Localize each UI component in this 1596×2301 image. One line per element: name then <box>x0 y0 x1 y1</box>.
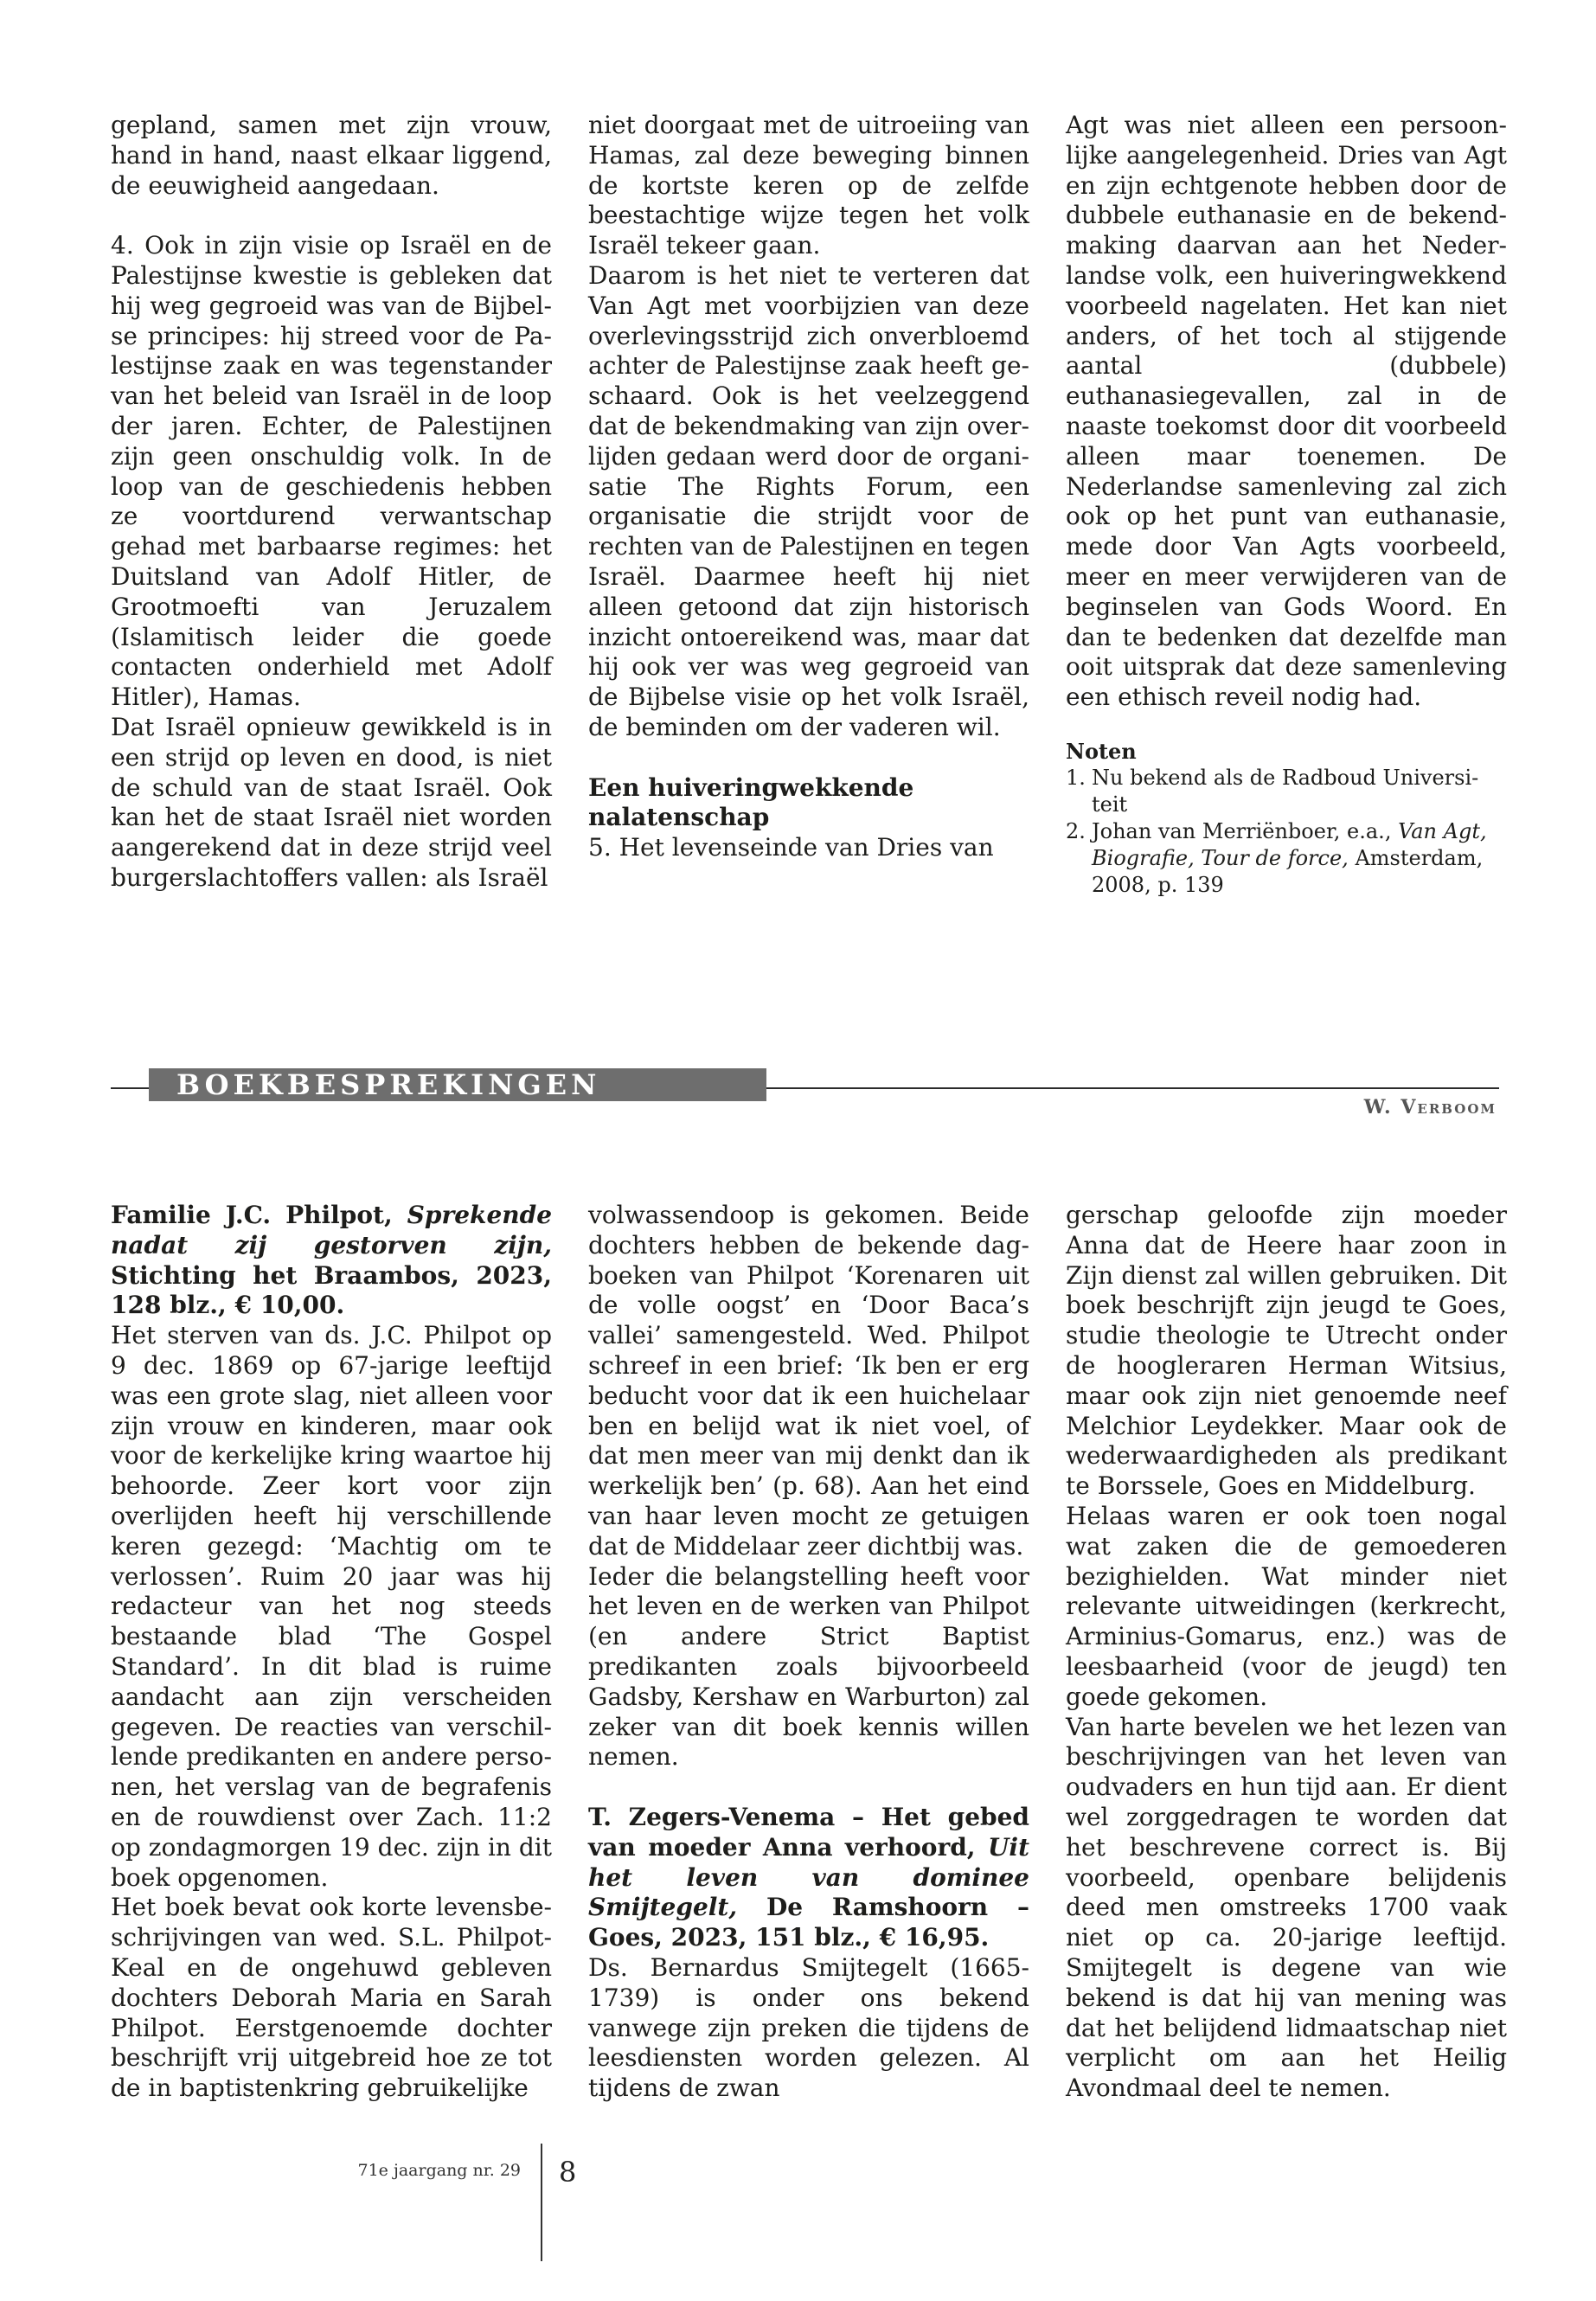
issue-info: 71e jaargang nr. 29 <box>357 2161 521 2180</box>
paragraph: Dat Israël opnieuw gewikkeld is in een strijd op leven en dood, is niet de schuld van de staat Israël. Ook kan het de staat Israël niet worden aangerekend dat in deze strijd veel burgerslachtoffers vallen: als Israël <box>111 712 552 892</box>
paragraph: 4. Ook in zijn visie op Israël en de Palestijnse kwestie is gebleken dat hij weg gegroeid was van de Bijbelse principes: hij streed voor de Palestijnse zaak en was tegenstander van het beleid van Israël in de loop der jaren. Echter, de Palestijnen zijn geen onschuldig volk. In de loop van de geschiedenis hebben ze voortdurend verwantschap gehad met barbaarse regimes: het Duitsland van Adolf Hitler, de Grootmoefti van Jeruzalem (Islamitisch leider die goede contacten onderhield met Adolf Hitler), Hamas. <box>111 231 552 712</box>
review-book-title: Sprekende nadat zij gestorven zijn, <box>111 1201 553 1259</box>
paragraph: gepland, samen met zijn vrouw, hand in hand, naast elkaar liggend, de eeuwigheid aangedaan. <box>111 111 552 200</box>
paragraph: Agt was niet alleen een persoonlijke aangelegenheid. Dries van Agt en zijn echtgenote hebben door de dubbele euthanasie en de bekendmaking daarvan aan het Nederlandse volk, een huiveringwekkend voorbeeld nagelaten. Het kan niet anders, of het toch al stijgende aantal (dubbele) euthanasiegevallen, zal in de naaste toekomst door dit voorbeeld alleen maar toenemen. De Nederlandse samenleving zal zich ook op het punt van euthanasie, mede door Van Agts voorbeeld, meer en meer verwijderen van de beginselen van Gods Woord. En dan te bedenken dat dezelfde man ooit uitsprak dat deze samenleving een ethisch reveil nodig had. <box>1066 111 1507 712</box>
review-publisher: De Ramshoorn – Goes, 2023, 151 blz., € 16,95. <box>588 1893 1030 1952</box>
paragraph: Daarom is het niet te verteren dat Van Agt met voorbijzien van deze overlevingsstrijd zich onverbloemd achter de Palestijnse zaak heeft geschaard. Ook is het veelzeggend dat de bekendmaking van zijn overlijden gedaan werd door de organisatie The Rights Forum, een organisatie die strijdt voor de rechten van de Palestijnen en tegen Israël. Daarmee heeft hij niet alleen getoond dat zijn historisch inzicht ontoereikend was, maar dat hij ook ver was weg gegroeid van de Bijbelse visie op het volk Israël, de beminden om der vaderen wil. <box>588 260 1029 741</box>
footnote-number: 2. <box>1066 818 1086 843</box>
footnote-text: Nu bekend als de Radboud Universiteit <box>1092 765 1479 817</box>
paragraph: niet doorgaat met de uitroeiing van Hamas, zal deze beweging binnen de kortste keren op de zelfde beestachtige wijze tegen het volk Israël tekeer gaan. <box>588 111 1029 260</box>
review-book-title: Uit het leven van dominee Smijtegelt, <box>588 1832 1030 1922</box>
footnote-text: Amsterdam, 2008, p. 139 <box>1092 845 1484 897</box>
review-author: T. Zegers-Venema – Het gebed van moeder Anna verhoord, <box>588 1802 1029 1862</box>
review-column-1 <box>111 1201 552 2104</box>
footnote <box>1066 765 1507 818</box>
footnote-text: Johan van Merriënboer, e.a., <box>1092 818 1392 843</box>
paragraph: Ds. Bernardus Smijtegelt (1665-1739) is onder ons bekend vanwege zijn preken die tijdens de leesdiensten worden gelezen. Al tijdens de zwan <box>588 1952 1029 2103</box>
footer-divider <box>541 2144 542 2261</box>
paragraph: Het boek bevat ook korte levensbeschrijvingen van wed. S.L. Philpot-Keal en de ongehuwd gebleven dochters Deborah Maria en Sarah Philpot. Eerstgenoemde dochter beschrijft vrij uitgebreid hoe ze tot de in baptistenkring gebruikelijke <box>111 1893 552 2103</box>
section-title: BOEKBESPREKINGEN <box>149 1068 766 1101</box>
footnote-title: Van Agt, Biografie, Tour de force, <box>1092 818 1487 870</box>
section-author: W. Verboom <box>1363 1096 1497 1118</box>
review-author: Familie J.C. Philpot, <box>111 1201 393 1229</box>
section-heading: Een huiveringwekkende nalatenschap <box>588 772 914 832</box>
notes-title: Noten <box>1066 738 1137 764</box>
paragraph: Ieder die belangstelling heeft voor het leven en de werken van Philpot (en andere Strict Baptist predikanten zoals bijvoorbeeld Gadsby, Kershaw en Warburton) zal zeker van dit boek kennis willen nemen. <box>588 1561 1029 1772</box>
paragraph: Het sterven van ds. J.C. Philpot op 9 dec. 1869 op 67-jarige leeftijd was een grote slag, niet alleen voor zijn vrouw en kinderen, maar ook voor de kerkelijke kring waartoe hij behoorde. Zeer kort voor zijn overlijden heeft hij verschillende keren gezegd: ‘Machtig om te verlossen’. Ruim 20 jaar was hij redacteur van het nog steeds bestaande blad ‘The Gospel Standard’. In dit blad is ruime aandacht aan zijn verscheiden gegeven. De reacties van verschillende predikanten en andere personen, het verslag van de begrafenis en de rouwdienst over Zach. 11:2 op zondagmorgen 19 dec. zijn in dit boek opgenomen. <box>111 1321 552 1892</box>
review-publisher: Stichting het Braambos, 2023, 128 blz., € 10,00. <box>111 1260 552 1320</box>
paragraph: Van harte bevelen we het lezen van beschrijvingen van het leven van oudvaders en hun tijd aan. Er dient wel zorggedragen te worden dat het beschrevene correct is. Bij voorbeeld, openbare belijdenis deed men omstreeks 1700 vaak niet op ca. 20-jarige leeftijd. Smijtegelt is degene van wie bekend is dat hij van mening was dat het belijdend lidmaatschap niet verplicht om aan het Heilig Avondmaal deel te nemen. <box>1066 1712 1507 2103</box>
review-column-2 <box>588 1201 1029 2104</box>
section-header <box>111 1068 1499 1101</box>
review-heading <box>111 1201 552 1321</box>
article-column-1 <box>111 111 552 894</box>
article-column-3 <box>1066 111 1507 899</box>
paragraph: gerschap geloofde zijn moeder Anna dat de Heere haar zoon in Zijn dienst zal willen gebruiken. Dit boek beschrijft zijn jeugd te Goes, studie theologie te Utrecht onder de hoogleraren Herman Witsius, maar ook zijn niet genoemde neef Melchior Leydekker. Maar ook de wederwaardigheden als predikant te Borssele, Goes en Middelburg. <box>1066 1201 1507 1501</box>
paragraph: volwassendoop is gekomen. Beide dochters hebben de bekende dagboeken van Philpot ‘Korenaren uit de volle oogst’ en ‘Door Baca’s vallei’ samengesteld. Wed. Philpot schreef in een brief: ‘Ik ben er erg beducht voor dat ik een huichelaar ben en belijd wat ik niet voel, of dat men meer van mij denkt dan ik werkelijk ben’ (p. 68). Aan het eind van haar leven mocht ze getuigen dat de Middelaar zeer dichtbij was. <box>588 1201 1029 1561</box>
review-column-3 <box>1066 1201 1507 2104</box>
article-column-2 <box>588 111 1029 863</box>
footnote <box>1066 818 1507 899</box>
page-number: 8 <box>559 2156 577 2189</box>
review-heading <box>588 1803 1029 1953</box>
footnote-number: 1. <box>1066 765 1086 790</box>
paragraph: 5. Het levenseinde van Dries van <box>588 833 994 862</box>
paragraph: Helaas waren er ook toen nogal wat zaken die de gemoederen bezighielden. Wat minder niet relevante uitweidingen (kerkrecht, Arminius-Gomarus, enz.) was de leesbaarheid (voor de jeugd) ten goede gekomen. <box>1066 1501 1507 1711</box>
